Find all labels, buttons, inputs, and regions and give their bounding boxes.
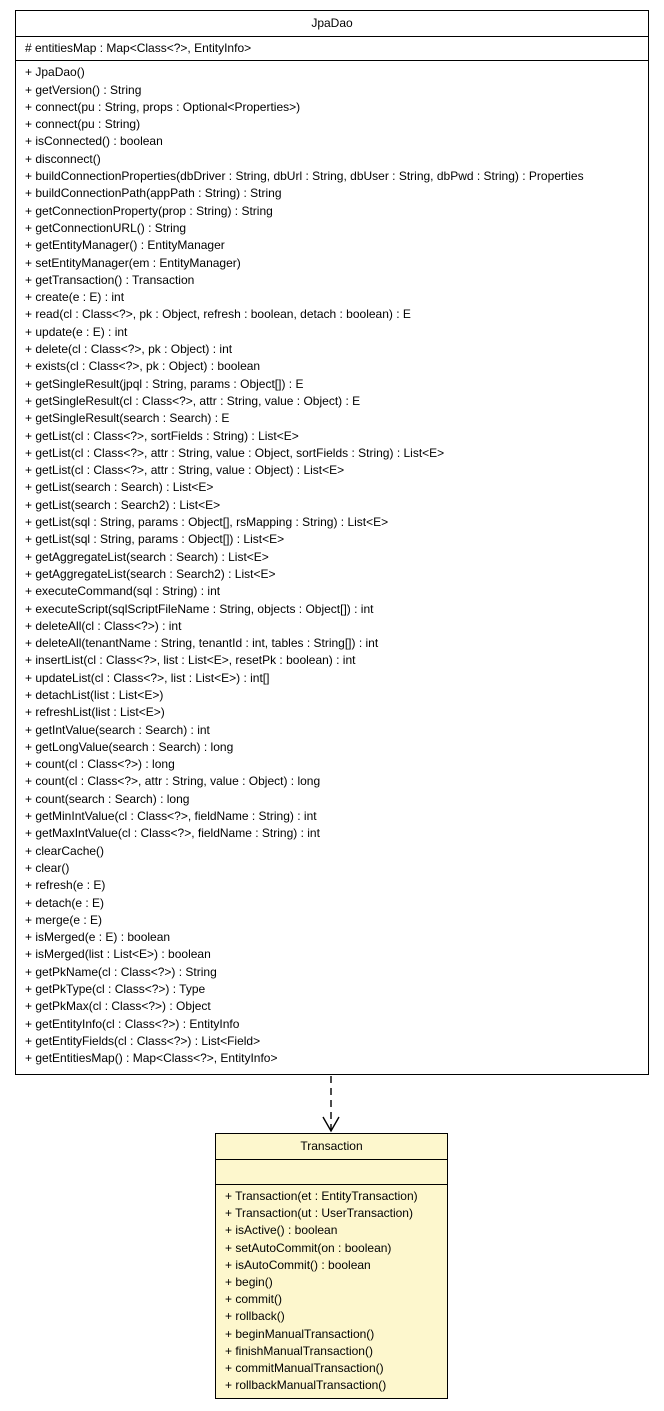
operation: + getEntityFields(cl : Class<?>) : List<Field> — [25, 1033, 261, 1048]
operation: + getAggregateList(search : Search2) : List<E> — [25, 566, 276, 581]
operation: + getList(cl : Class<?>, sortFields : String) : List<E> — [25, 428, 299, 443]
operation: + deleteAll(tenantName : String, tenantId : int, tables : String[]) : int — [25, 636, 379, 651]
operation: + getEntitiesMap() : Map<Class<?>, EntityInfo> — [25, 1051, 278, 1066]
operation: + getSingleResult(search : Search) : E — [25, 411, 230, 426]
transaction-class-name: Transaction — [216, 1134, 447, 1160]
operation: + executeCommand(sql : String) : int — [25, 584, 221, 599]
operation: + count(search : Search) : long — [25, 791, 190, 806]
operation: + refreshList(list : List<E>) — [25, 705, 165, 720]
operation: + getMaxIntValue(cl : Class<?>, fieldName : String) : int — [25, 826, 320, 841]
operation: + count(cl : Class<?>) : long — [25, 757, 175, 772]
operation: + setAutoCommit(on : boolean) — [225, 1240, 392, 1255]
operation: + connect(pu : String, props : Optional<Properties>) — [25, 99, 301, 114]
operation: + detachList(list : List<E>) — [25, 687, 164, 702]
operation: + create(e : E) : int — [25, 290, 125, 305]
operation: + getEntityInfo(cl : Class<?>) : EntityInfo — [25, 1016, 240, 1031]
operation: + commitManualTransaction() — [225, 1360, 384, 1375]
operation: + getList(search : Search) : List<E> — [25, 480, 214, 495]
operation: + merge(e : E) — [25, 912, 103, 927]
operation: + getAggregateList(search : Search) : List<E> — [25, 549, 269, 564]
operation: + beginManualTransaction() — [225, 1326, 375, 1341]
operation: + isMerged(list : List<E>) : boolean — [25, 947, 211, 962]
operation: + executeScript(sqlScriptFileName : String, objects : Object[]) : int — [25, 601, 374, 616]
transaction-operations — [216, 1185, 447, 1394]
operation: + getList(search : Search2) : List<E> — [25, 497, 221, 512]
operation: + getSingleResult(cl : Class<?>, attr : String, value : Object) : E — [25, 393, 361, 408]
operation: + connect(pu : String) — [25, 117, 141, 132]
operation: + getMinIntValue(cl : Class<?>, fieldName : String) : int — [25, 809, 317, 824]
operation: + JpaDao() — [25, 65, 85, 80]
operation: + detach(e : E) — [25, 895, 105, 910]
operation: + getVersion() : String — [25, 82, 142, 97]
operation: + update(e : E) : int — [25, 324, 128, 339]
attribute: # entitiesMap : Map<Class<?>, EntityInfo> — [25, 41, 252, 55]
operation: + exists(cl : Class<?>, pk : Object) : boolean — [25, 359, 261, 374]
operation: + getPkMax(cl : Class<?>) : Object — [25, 999, 211, 1014]
operation: + getList(sql : String, params : Object[]) : List<E> — [25, 532, 285, 547]
operation: + getConnectionProperty(prop : String) : String — [25, 203, 273, 218]
operation: + Transaction(ut : UserTransaction) — [225, 1206, 413, 1221]
operation: + insertList(cl : Class<?>, list : List<E>, resetPk : boolean) : int — [25, 653, 356, 668]
operation: + getList(cl : Class<?>, attr : String, value : Object, sortFields : String) : List<E> — [25, 445, 445, 460]
operation: + isConnected() : boolean — [25, 134, 163, 149]
operation: + deleteAll(cl : Class<?>) : int — [25, 618, 182, 633]
operation: + isActive() : boolean — [225, 1223, 338, 1238]
jpadao-class-name: JpaDao — [16, 11, 648, 37]
operation: + isMerged(e : E) : boolean — [25, 930, 171, 945]
operation: + getEntityManager() : EntityManager — [25, 238, 225, 253]
operation: + getList(cl : Class<?>, attr : String, value : Object) : List<E> — [25, 463, 345, 478]
operation: + delete(cl : Class<?>, pk : Object) : int — [25, 342, 233, 357]
operation: + commit() — [225, 1292, 282, 1307]
operation: + getConnectionURL() : String — [25, 220, 187, 235]
operation: + read(cl : Class<?>, pk : Object, refresh : boolean, detach : boolean) : E — [25, 307, 411, 322]
operation: + buildConnectionProperties(dbDriver : String, dbUrl : String, dbUser : String, dbPwd : String) : Properties — [25, 169, 584, 184]
operation: + getList(sql : String, params : Object[], rsMapping : String) : List<E> — [25, 515, 389, 530]
operation: + getLongValue(search : Search) : long — [25, 739, 234, 754]
operation: + Transaction(et : EntityTransaction) — [225, 1189, 418, 1203]
operation: + clear() — [25, 860, 70, 875]
operation: + getPkName(cl : Class<?>) : String — [25, 964, 217, 979]
operation: + setEntityManager(em : EntityManager) — [25, 255, 241, 270]
operation: + rollbackManualTransaction() — [225, 1378, 387, 1393]
operation: + finishManualTransaction() — [225, 1343, 373, 1358]
operation: + count(cl : Class<?>, attr : String, value : Object) : long — [25, 774, 321, 789]
operation: + getPkType(cl : Class<?>) : Type — [25, 982, 206, 997]
operation: + getTransaction() : Transaction — [25, 272, 195, 287]
operation: + clearCache() — [25, 843, 105, 858]
operation: + refresh(e : E) — [25, 878, 106, 893]
operation: + getSingleResult(jpql : String, params : Object[]) : E — [25, 376, 304, 391]
operation: + updateList(cl : Class<?>, list : List<E>) : int[] — [25, 670, 270, 685]
operation: + buildConnectionPath(appPath : String) : String — [25, 186, 282, 201]
operation: + disconnect() — [25, 151, 101, 166]
transaction-attributes — [216, 1160, 447, 1185]
operation: + isAutoCommit() : boolean — [225, 1257, 371, 1272]
transaction-class-box[interactable] — [215, 1133, 448, 1399]
operation: + rollback() — [225, 1309, 285, 1324]
operation: + getIntValue(search : Search) : int — [25, 722, 210, 737]
operation: + begin() — [225, 1274, 273, 1289]
